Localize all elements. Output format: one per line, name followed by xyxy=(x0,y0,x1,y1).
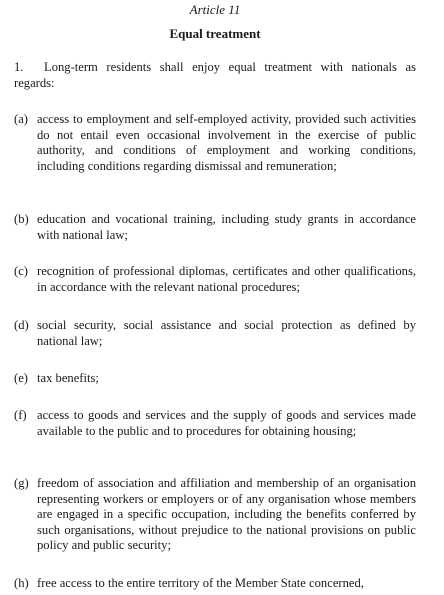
list-item-e xyxy=(14,371,416,387)
item-text: education and vocational training, including study grants in accordance with national law; xyxy=(37,212,416,242)
list-item-a xyxy=(14,112,416,174)
item-text: free access to the entire territory of the Member State concerned, xyxy=(37,576,364,590)
item-text: tax benefits; xyxy=(37,371,99,385)
list-item-g xyxy=(14,476,416,554)
item-label: (f) xyxy=(14,408,27,422)
list-item-d xyxy=(14,318,416,349)
item-text: social security, social assistance and social protection as defined by national law; xyxy=(37,318,416,348)
item-label: (g) xyxy=(14,476,29,490)
list-item-h xyxy=(14,576,416,592)
item-text: freedom of association and affiliation and membership of an organisation representing workers or employers or of any organisation whose members are engaged in a specific occupation, including the benefits conferred by such organisations, without prejudice to the national provisions on public policy and public security; xyxy=(37,476,416,552)
item-label: (h) xyxy=(14,576,29,590)
item-text: access to employment and self-employed activity, provided such activities do not entail even occasional involvement in the exercise of public authority, and conditions of employment and working conditions, including conditions regarding dismissal and remuneration; xyxy=(37,112,416,173)
item-text: access to goods and services and the supply of goods and services made available to the public and to procedures for obtaining housing; xyxy=(37,408,416,438)
item-label: (a) xyxy=(14,112,28,126)
item-label: (b) xyxy=(14,212,29,226)
item-label: (c) xyxy=(14,264,28,278)
list-item-b xyxy=(14,212,416,243)
list-item-f xyxy=(14,408,416,439)
article-number: Article 11 xyxy=(189,2,241,17)
item-label: (d) xyxy=(14,318,29,332)
item-text: recognition of professional diplomas, certificates and other qualifications, in accordance with the relevant national procedures; xyxy=(37,264,416,294)
article-title: Equal treatment xyxy=(169,26,261,41)
paragraph-1 xyxy=(14,60,416,91)
item-label: (e) xyxy=(14,371,28,385)
paragraph-text: Long-term residents shall enjoy equal treatment with nationals as regards: xyxy=(14,60,416,90)
list-item-c xyxy=(14,264,416,295)
paragraph-number: 1. xyxy=(14,60,24,74)
